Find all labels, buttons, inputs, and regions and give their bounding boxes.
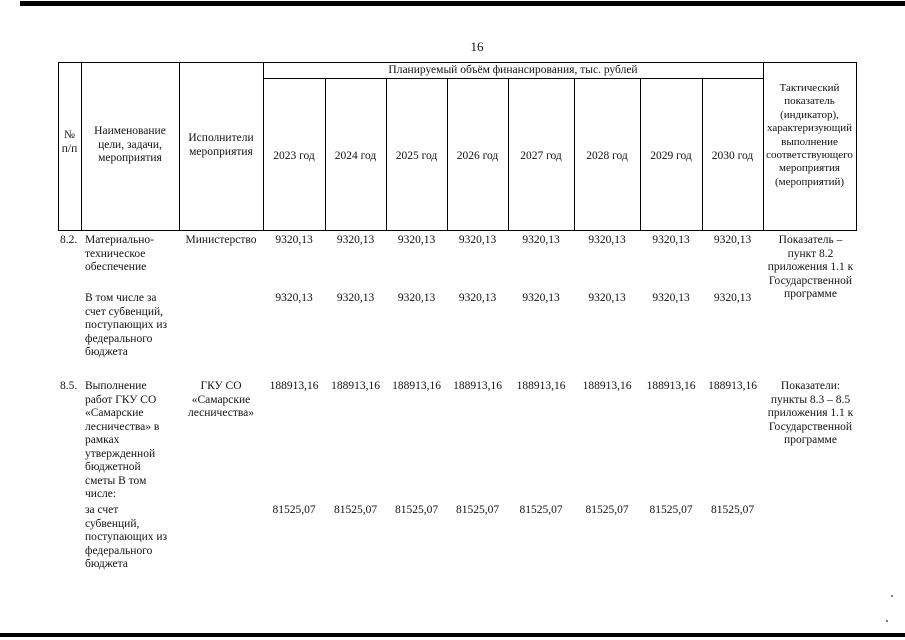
header-year: 2025 год <box>395 150 438 162</box>
header-year: 2024 год <box>334 150 377 162</box>
row-name: Выполнение работ ГКУ СО «Самарские лесничества» в рамках утвержденной бюджетной сметы В том числе: <box>85 380 160 500</box>
row-value: 81525,07 <box>455 504 500 516</box>
header-indicator: Тактический показатель (индикатор), характеризующий выполнение соответствующего мероприятия (мероприятий) <box>766 82 853 188</box>
funding-subheader-rule <box>263 78 763 79</box>
header-year: 2029 год <box>650 150 692 162</box>
table-top-rule <box>58 62 857 63</box>
row-value: 188913,16 <box>392 380 441 392</box>
row-value: 81525,07 <box>710 504 755 516</box>
header-name: Наименование цели, задачи, мероприятия <box>94 125 166 164</box>
row-value: 9320,13 <box>713 292 752 304</box>
row-indicator: Показатель – пункт 8.2 приложения 1.1 к Государственной программе <box>767 234 854 300</box>
header-executors: Исполнители мероприятия <box>188 132 254 158</box>
row-value: 81525,07 <box>649 504 693 516</box>
row-number: 8.2. <box>60 234 78 246</box>
column-rule <box>856 62 857 230</box>
row-value: 9320,13 <box>652 292 690 304</box>
row-name: Материально-техническое обеспечение <box>85 234 154 273</box>
row-value: 188913,16 <box>453 380 502 392</box>
row-executor: ГКУ СО «Самарские лесничества» <box>188 380 254 419</box>
column-rule <box>763 62 764 230</box>
row-value: 9320,13 <box>652 234 690 246</box>
row-value: 9320,13 <box>588 292 626 304</box>
bottom-border <box>0 633 905 637</box>
row-value: 9320,13 <box>713 234 752 246</box>
row-executor: Министерство <box>185 234 257 246</box>
top-border <box>20 1 905 6</box>
row-value: 188913,16 <box>269 380 319 392</box>
row-value: 9320,13 <box>397 234 436 246</box>
row-value: 9320,13 <box>336 292 375 304</box>
header-year: 2028 год <box>586 150 628 162</box>
row-value: 9320,13 <box>588 234 626 246</box>
scan-speck <box>891 595 893 597</box>
header-bottom-rule <box>58 230 857 231</box>
row-value: 9320,13 <box>458 234 497 246</box>
header-year: 2030 год <box>711 150 754 162</box>
header-year: 2026 год <box>456 150 499 162</box>
row-value: 188913,16 <box>516 380 566 392</box>
row-value: 81525,07 <box>272 504 316 516</box>
header-year: 2027 год <box>520 150 562 162</box>
row-value: 81525,07 <box>394 504 439 516</box>
row-value: 81525,07 <box>333 504 378 516</box>
row-value: 81525,07 <box>585 504 629 516</box>
row-value: 9320,13 <box>336 234 375 246</box>
column-rule <box>179 62 180 230</box>
row-value: 188913,16 <box>646 380 696 392</box>
row-value: 188913,16 <box>331 380 380 392</box>
row-number: 8.5. <box>60 380 78 392</box>
header-num: № п/п <box>61 129 78 155</box>
row-name: В том числе за счет субвенций, поступающих из федерального бюджета <box>85 292 168 358</box>
row-indicator: Показатели: пункты 8.3 – 8.5 приложения 1.1 к Государственной программе <box>767 380 854 446</box>
row-value: 9320,13 <box>275 292 313 304</box>
row-value: 9320,13 <box>275 234 313 246</box>
row-value: 9320,13 <box>397 292 436 304</box>
column-rule <box>81 62 82 230</box>
header-funding: Планируемый объём финансирования, тыс. рублей <box>388 64 638 76</box>
row-value: 188913,16 <box>708 380 757 392</box>
page-number: 16 <box>470 39 484 54</box>
column-rule <box>263 62 264 230</box>
header-year: 2023 год <box>273 150 315 162</box>
scan-speck <box>886 620 888 622</box>
row-value: 81525,07 <box>519 504 563 516</box>
row-value: 9320,13 <box>522 234 560 246</box>
row-name: за счет субвенций, поступающих из федерального бюджета <box>85 504 168 570</box>
row-value: 9320,13 <box>522 292 560 304</box>
row-value: 9320,13 <box>458 292 497 304</box>
row-value: 188913,16 <box>582 380 632 392</box>
